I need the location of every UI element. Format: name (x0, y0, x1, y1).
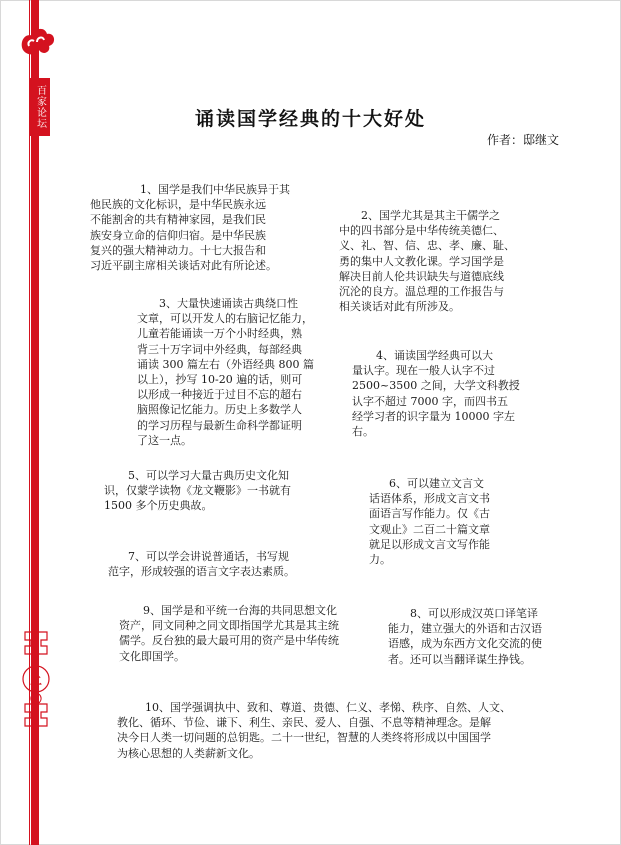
section-6 (369, 476, 534, 567)
section-line: 背三十万字词中外经典，每部经典 (137, 342, 302, 356)
section-line: 者。还可以当翻译谋生挣钱。 (388, 652, 531, 666)
section-line: 以形成一种接近于过目不忘的超右 (137, 388, 302, 402)
section-line: 右。 (352, 425, 374, 439)
section-line: 9、国学是和平统一台海的共同思想文化 (143, 604, 337, 617)
section-8 (388, 606, 593, 667)
section-line: 6、可以建立文言文 (389, 477, 484, 490)
section-line: 中的四书部分是中华传统美德仁、 (339, 224, 504, 238)
section-line: 他民族的文化标识，是中华民族永远 (90, 198, 266, 212)
section-line: 话语体系，形成文言文书 (369, 492, 490, 506)
section-line: 4、诵读国学经典可以大 (376, 349, 493, 362)
section-line: 沉沦的良方。温总理的工作报告与 (339, 285, 504, 299)
section-10 (117, 700, 587, 761)
section-4 (352, 348, 552, 439)
section-line: 力。 (369, 553, 391, 567)
article-title: 诵读国学经典的十大好处 (194, 108, 426, 130)
section-line: 10、国学强调执中、致和、尊道、贵德、仁义、孝悌、秩序、自然、人文、 (145, 701, 511, 714)
section-line: 语感，成为东西方文化交流的使 (388, 637, 542, 651)
auspicious-cloud-icon (17, 22, 57, 62)
section-1 (90, 182, 340, 273)
section-line: 决今日人类一切问题的总钥匙。二十一世纪，智慧的人类终将形成以中国国学 (117, 731, 491, 745)
section-9 (119, 603, 389, 664)
section-line: 识，仅蒙学读物《龙文鞭影》一书就有 (104, 484, 291, 498)
section-line: 诵读 300 篇左右（外语经典 800 篇 (137, 357, 314, 371)
section-line: 文化即国学。 (119, 649, 185, 663)
section-line: 儿童若能诵读一万个小时经典，熟 (137, 327, 302, 341)
section-line: 文观止》二百二十篇文章 (369, 522, 490, 536)
section-line: 5、可以学习大量古典历史文化知 (128, 469, 289, 482)
section-line: 了这一点。 (137, 433, 192, 447)
section-line: 解决目前人伦共识缺失与道德底线 (339, 269, 504, 283)
section-line: 2、国学尤其是其主干儒学之 (361, 209, 500, 222)
section-line: 不能割舍的共有精神家园，是我们民 (90, 213, 266, 227)
section-line: 能力，建立强大的外语和古汉语 (388, 622, 542, 636)
section-line: 资产，同文同种之同文即指国学尤其是其主统 (119, 619, 339, 633)
section-line: 1、国学是我们中华民族异于其 (140, 183, 290, 196)
section-line: 儒学。反台独的最大最可用的资产是中华传统 (119, 634, 339, 648)
column-label: 百家论坛 (29, 78, 50, 136)
section-2 (339, 208, 579, 314)
section-line: 复兴的强大精神动力。十七大报告和 (90, 243, 266, 257)
section-line: 以上），抄写 10-20 遍的话，则可 (137, 373, 303, 387)
section-7 (108, 549, 348, 579)
article-author: 作者：邸继文 (486, 133, 559, 147)
section-line: 2500~3500 之间，大学文科教授 (352, 379, 520, 393)
section-line: 就足以形成文言文写作能 (369, 537, 490, 551)
section-line: 7、可以学会讲说普通话，书写规 (128, 550, 289, 563)
section-line: 经学习者的识字量为 10000 字左 (352, 409, 515, 423)
section-line: 族安身立命的信仰归宿。是中华民族 (90, 228, 266, 242)
section-5 (104, 468, 354, 514)
section-line: 相关谈话对此有所涉及。 (339, 300, 460, 314)
page-number: 二〇 (29, 674, 42, 706)
section-line: 面语言写作能力。仅《古 (369, 507, 490, 521)
section-line: 义、礼、智、信、忠、孝、廉、耻、 (339, 239, 515, 253)
section-line: 脑照像记忆能力。历史上多数学人 (137, 403, 302, 417)
section-line: 8、可以形成汉英口译笔译 (410, 607, 538, 620)
section-line: 习近平副主席相关谈话对此有所论述。 (90, 259, 277, 273)
section-line: 教化、循环、节俭、谦下、利生、亲民、爱人、自强、不息等精神理念。是解 (117, 716, 491, 730)
section-line: 量认字。现在一般人认字不过 (352, 364, 495, 378)
section-line: 认字不超过 7000 字，而四书五 (352, 394, 508, 408)
section-line: 1500 多个历史典故。 (104, 499, 213, 513)
section-line: 3、大量快速诵读古典绕口性 (159, 297, 298, 310)
section-line: 范字，形成较强的语言文字表达素质。 (108, 565, 295, 579)
section-line: 勇的集中人文教化课。学习国学是 (339, 254, 504, 268)
section-line: 为核心思想的人类薪新文化。 (117, 746, 260, 760)
section-line: 文章，可以开发人的右脑记忆能力， (137, 312, 313, 326)
section-line: 的学习历程与最新生命科学都证明 (137, 418, 302, 432)
section-3 (137, 296, 337, 448)
